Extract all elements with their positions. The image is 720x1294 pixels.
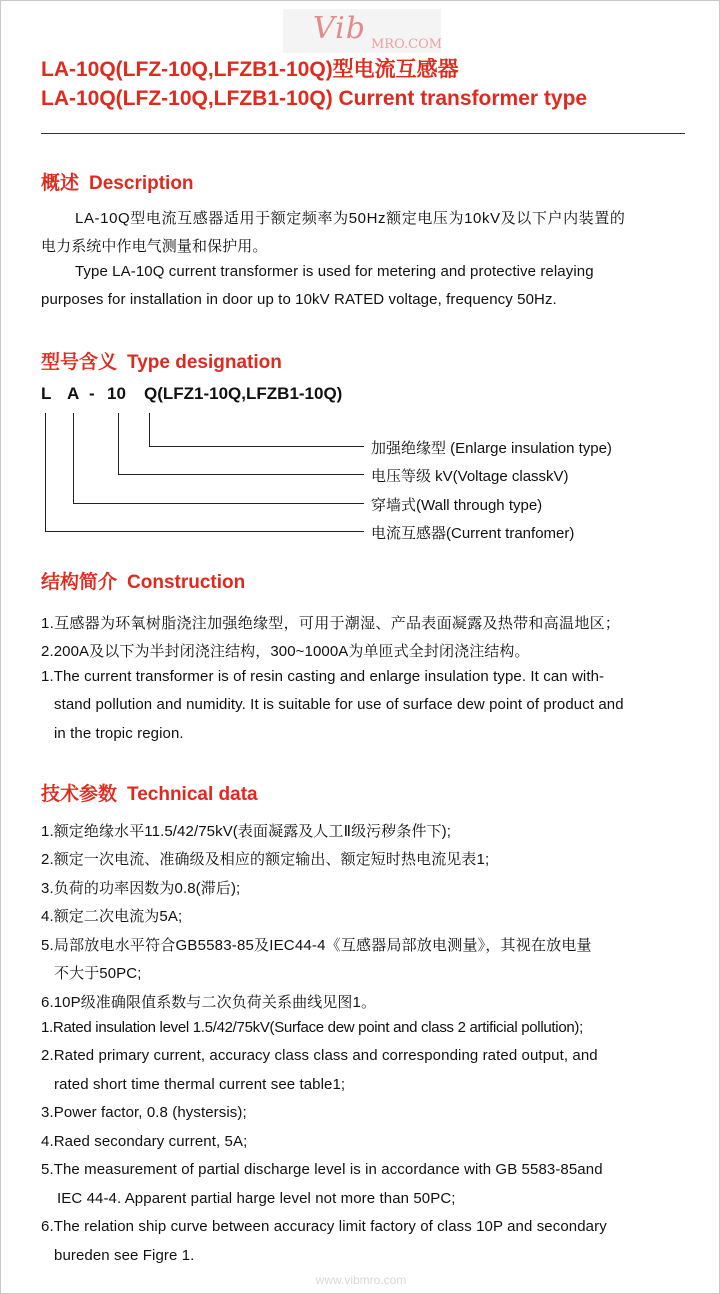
technical-line: 2.Rated primary current, accuracy class class and corresponding rated output, and bbox=[41, 1047, 598, 1064]
construction-line: 2.200A及以下为半封闭浇注结构，300~1000A为单匝式全封闭浇注结构。 bbox=[41, 643, 530, 660]
technical-line: bureden see Figre 1. bbox=[54, 1247, 195, 1264]
technical-line: 1.Rated insulation level 1.5/42/75kV(Surface dew point and class 2 artificial pollution); bbox=[41, 1019, 583, 1036]
type-designation-heading-cn: 型号含义 bbox=[41, 352, 118, 373]
construction-heading bbox=[41, 567, 245, 594]
description-heading-cn: 概述 bbox=[41, 173, 80, 194]
title-en: LA-10Q(LFZ-10Q,LFZB1-10Q) Current transformer type bbox=[41, 87, 588, 110]
description-en-line1: Type LA-10Q current transformer is used for metering and protective relaying bbox=[75, 263, 594, 280]
bracket-l bbox=[45, 413, 364, 532]
label-current-transformer: 电流互感器(Current tranfomer) bbox=[371, 525, 575, 542]
description-heading bbox=[41, 168, 194, 195]
technical-line: 3.Power factor, 0.8 (hystersis); bbox=[41, 1104, 247, 1121]
code-suffix: Q(LFZ1-10Q,LFZB1-10Q) bbox=[144, 384, 343, 403]
code-letter-a: A bbox=[67, 384, 80, 403]
technical-line: 4.Raed secondary current, 5A; bbox=[41, 1133, 248, 1150]
technical-line: 2.额定一次电流、准确级及相应的额定输出、额定短时热电流见表1; bbox=[41, 851, 490, 868]
description-cn-line1: LA-10Q型电流互感器适用于额定频率为50Hz额定电压为10kV及以下户内装置的 bbox=[75, 210, 626, 227]
technical-line: 4.额定二次电流为5A; bbox=[41, 908, 183, 925]
type-designation-heading-en: Type designation bbox=[127, 352, 282, 373]
logo-script: Vib bbox=[313, 11, 366, 46]
technical-data-heading bbox=[41, 779, 258, 806]
construction-heading-cn: 结构简介 bbox=[41, 572, 118, 593]
logo-domain: MRO.COM bbox=[371, 37, 443, 52]
construction-line: in the tropic region. bbox=[54, 725, 184, 742]
site-logo bbox=[283, 9, 441, 53]
code-voltage: 10 bbox=[107, 384, 126, 403]
technical-line: IEC 44-4. Apparent partial harge level not more than 50PC; bbox=[57, 1190, 456, 1207]
technical-data-heading-cn: 技术参数 bbox=[41, 784, 118, 805]
construction-line: 1.The current transformer is of resin casting and enlarge insulation type. It can with- bbox=[41, 668, 605, 685]
construction-line: 1.互感器为环氧树脂浇注加强绝缘型，可用于潮湿、产品表面凝露及热带和高温地区； bbox=[41, 615, 621, 632]
technical-line: 5.局部放电水平符合GB5583-85及IEC44-4《互感器局部放电测量》，其视在放电量 bbox=[41, 937, 592, 954]
construction-heading-en: Construction bbox=[127, 572, 246, 593]
label-wall-through: 穿墙式(Wall through type) bbox=[371, 497, 543, 514]
construction-line: stand pollution and numidity. It is suitable for use of surface dew point of product and bbox=[54, 696, 624, 713]
technical-line: rated short time thermal current see table1; bbox=[54, 1076, 346, 1093]
title-cn: LA-10Q(LFZ-10Q,LFZB1-10Q)型电流互感器 bbox=[41, 58, 459, 81]
technical-line: 5.The measurement of partial discharge level is in accordance with GB 5583-85and bbox=[41, 1161, 603, 1178]
description-cn-line2: 电力系统中作电气测量和保护用。 bbox=[41, 238, 268, 255]
type-designation-heading bbox=[41, 347, 282, 374]
label-enlarge-insulation: 加强绝缘型 (Enlarge insulation type) bbox=[371, 440, 612, 457]
code-dash: - bbox=[89, 384, 95, 403]
description-en-line2: purposes for installation in door up to 10kV RATED voltage, frequency 50Hz. bbox=[41, 291, 557, 308]
technical-line: 6.10P级准确限值系数与二次负荷关系曲线见图1。 bbox=[41, 994, 377, 1011]
header-divider bbox=[41, 133, 685, 134]
technical-line: 6.The relation ship curve between accuracy limit factory of class 10P and secondary bbox=[41, 1218, 607, 1235]
technical-data-heading-en: Technical data bbox=[127, 784, 258, 805]
footer-watermark: www.vibmro.com bbox=[315, 1273, 407, 1287]
code-letter-l: L bbox=[41, 384, 52, 403]
label-voltage-class: 电压等级 kV(Voltage classkV) bbox=[371, 468, 569, 485]
technical-line: 3.负荷的功率因数为0.8(滞后); bbox=[41, 880, 241, 897]
technical-line: 1.额定绝缘水平11.5/42/75kV(表面凝露及人工Ⅱ级污秽条件下); bbox=[41, 823, 452, 840]
technical-line: 不大于50PC; bbox=[54, 965, 142, 982]
description-heading-en: Description bbox=[89, 173, 194, 194]
